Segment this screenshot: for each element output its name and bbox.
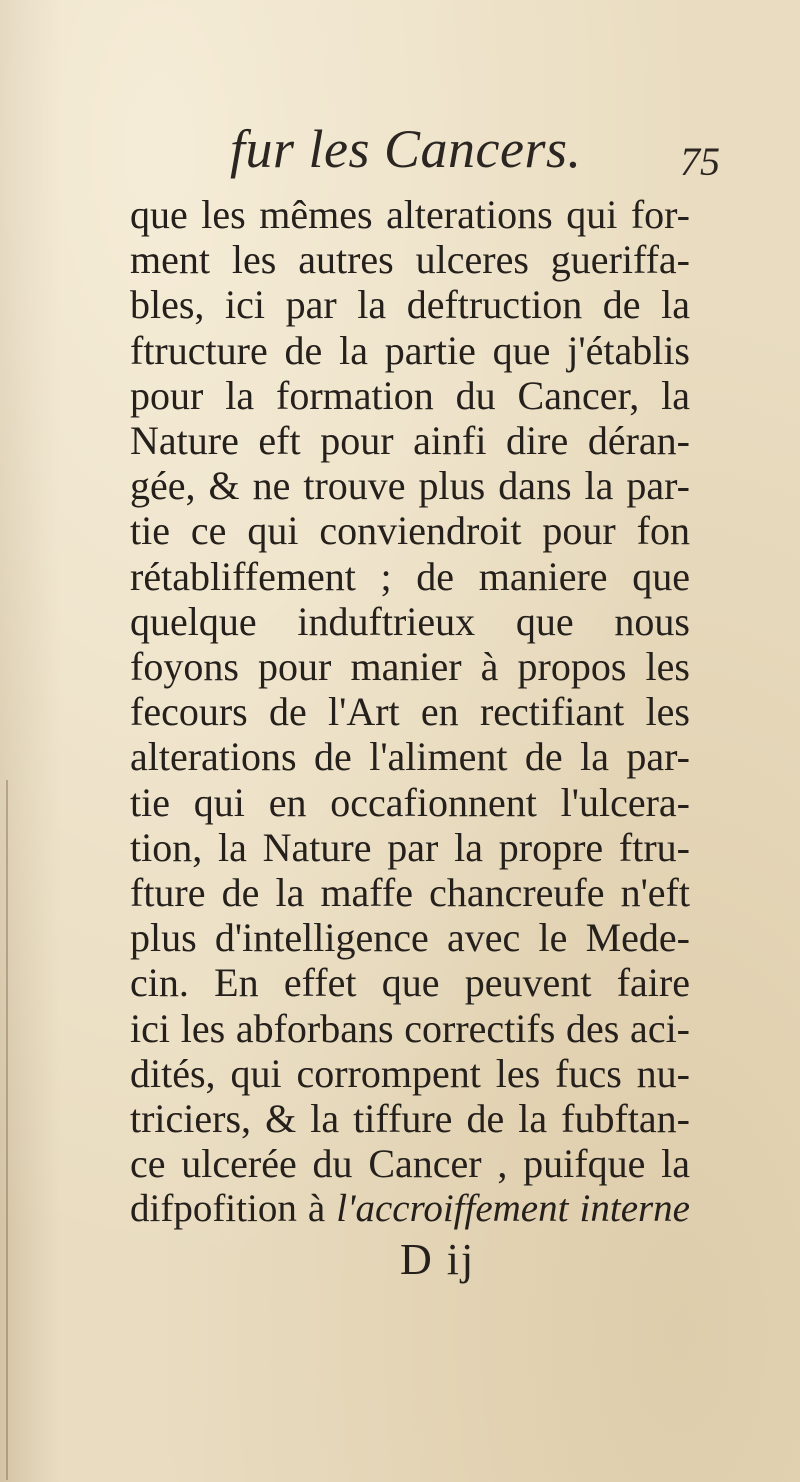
text-line: dités, qui corrompent les fucs nu- [130, 1051, 690, 1096]
page-edge-shadow [6, 780, 8, 1480]
running-head-text: fur les Cancers. [230, 119, 582, 179]
text-line: tie qui en occafionnent l'ulcera- [130, 780, 690, 825]
text-line: Nature eft pour ainfi dire déran- [130, 418, 690, 463]
text-italic: l'accroiffement interne [336, 1187, 690, 1230]
text-line: ce ulcerée du Cancer , puifque la [130, 1141, 690, 1186]
text-line: fecours de l'Art en rectifiant les [130, 689, 690, 734]
signature-mark: D ij [400, 1235, 476, 1284]
text-roman: difpofition à [130, 1187, 337, 1230]
text-line: ici les abforbans correctifs des aci- [130, 1006, 690, 1051]
running-head [230, 118, 582, 180]
text-line: que les mêmes alterations qui for- [130, 192, 690, 237]
text-line: tion, la Nature par la propre ftru- [130, 825, 690, 870]
text-line: tie ce qui conviendroit pour fon [130, 508, 690, 553]
text-line: alterations de l'aliment de la par- [130, 734, 690, 779]
text-line: triciers, & la tiffure de la fubftan- [130, 1096, 690, 1141]
text-line: cin. En effet que peuvent faire [130, 960, 690, 1005]
text-line: quelque induftrieux que nous [130, 599, 690, 644]
text-line: pour la formation du Cancer, la [130, 373, 690, 418]
text-line: gée, & ne trouve plus dans la par- [130, 463, 690, 508]
text-line: plus d'intelligence avec le Mede- [130, 915, 690, 960]
text-line: foyons pour manier à propos les [130, 644, 690, 689]
text-line-last [130, 1186, 690, 1232]
page-number: 75 [680, 139, 720, 184]
text-line: ftructure de la partie que j'établis [130, 328, 690, 373]
text-line: rétabliffement ; de maniere que [130, 554, 690, 599]
text-line: bles, ici par la deftruction de la [130, 282, 690, 327]
text-line: fture de la maffe chancreufe n'eft [130, 870, 690, 915]
text-line: ment les autres ulceres gueriffa- [130, 237, 690, 282]
